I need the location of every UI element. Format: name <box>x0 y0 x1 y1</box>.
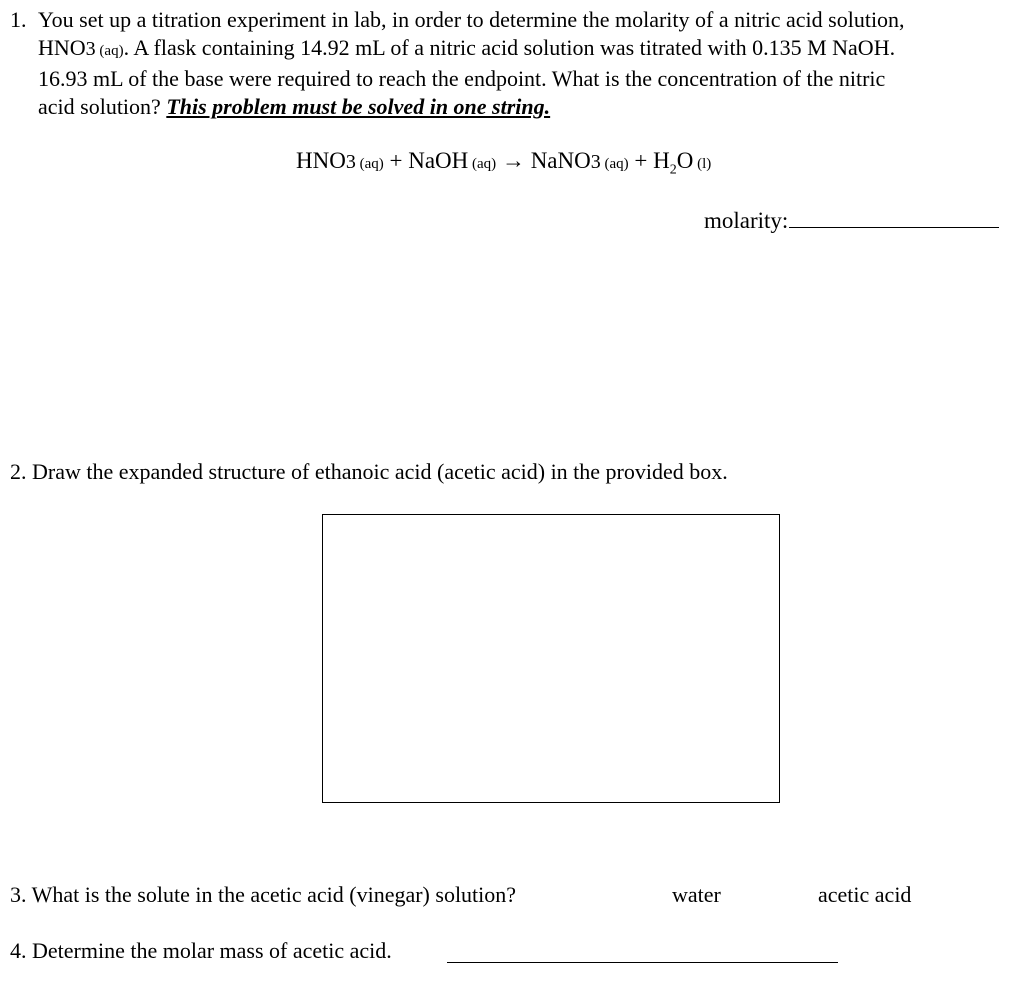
eq-naoh-state: (aq) <box>468 156 497 172</box>
question-1-line-2 <box>38 34 1010 65</box>
drawing-box[interactable] <box>322 514 780 803</box>
molarity-label: molarity: <box>704 208 789 233</box>
question-4: 4. Determine the molar mass of acetic acid. <box>10 938 392 963</box>
eq-h2o-o: O <box>676 148 694 173</box>
question-3: 3. What is the solute in the acetic acid (vinegar) solution? <box>10 882 517 907</box>
question-1 <box>10 6 1010 121</box>
eq-nano3-subscript: 3 <box>590 151 601 173</box>
question-1-text <box>10 6 1010 121</box>
eq-h2o-subscript: 2 <box>669 162 677 178</box>
formula-hno3: HNO <box>38 35 86 60</box>
question-2: 2. Draw the expanded structure of ethanoic acid (acetic acid) in the provided box. <box>10 459 728 484</box>
eq-plus-1: + <box>383 148 409 173</box>
eq-nano3-state: (aq) <box>600 156 629 172</box>
emphasis-note: This problem must be solved in one string. <box>166 94 551 119</box>
eq-hno3: HNO <box>296 148 346 173</box>
question-1-line-4-text: acid solution? <box>38 94 167 119</box>
eq-h2o-h: H <box>653 148 670 173</box>
answer-option-water[interactable]: water <box>672 882 721 907</box>
eq-nano3: NaNO <box>530 148 591 173</box>
eq-h2o-state: (l) <box>693 156 712 172</box>
eq-plus-2: + <box>628 148 654 173</box>
question-1-line-1: You set up a titration experiment in lab, in order to determine the molarity of a nitric acid solution, <box>38 7 905 32</box>
subscript-3: 3 <box>85 38 96 60</box>
reaction-arrow-icon: → <box>496 148 531 173</box>
chemical-equation <box>296 148 711 179</box>
state-aq: (aq) <box>95 43 124 59</box>
molarity-answer <box>704 205 999 234</box>
question-1-number: 1. <box>10 7 27 32</box>
eq-hno3-state: (aq) <box>355 156 384 172</box>
answer-option-acetic-acid[interactable]: acetic acid <box>818 882 912 907</box>
molarity-answer-blank[interactable] <box>789 205 999 228</box>
question-1-line-3: 16.93 mL of the base were required to reach the endpoint. What is the concentration of the nitric <box>38 66 886 91</box>
question-1-line-2-rest: . A flask containing 14.92 mL of a nitric acid solution was titrated with 0.135 M NaOH. <box>123 35 896 60</box>
eq-hno3-subscript: 3 <box>345 151 356 173</box>
question-1-line-4 <box>38 93 1010 121</box>
eq-naoh: NaOH <box>408 148 469 173</box>
molar-mass-answer-blank[interactable] <box>447 962 838 963</box>
